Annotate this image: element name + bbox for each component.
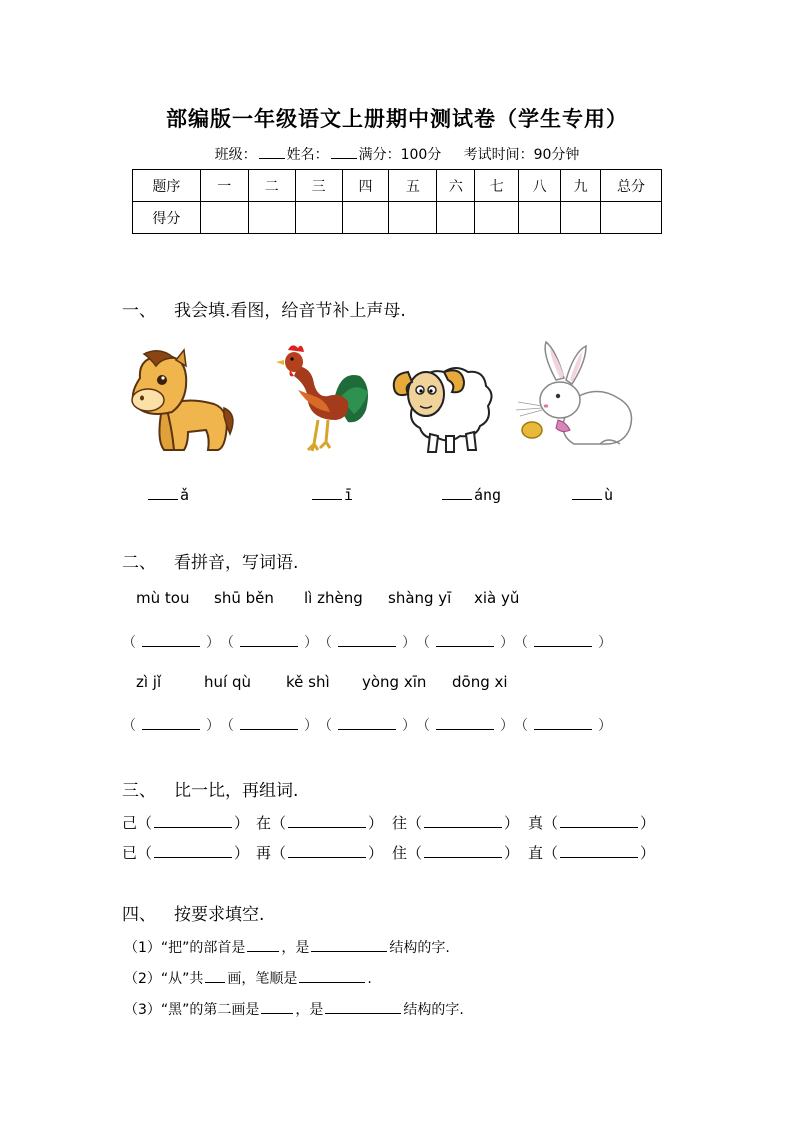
table-header-cell: 九 (561, 170, 601, 202)
section-number: 一、 (122, 301, 156, 321)
answer-blank[interactable] (311, 939, 387, 952)
section3-heading (122, 776, 298, 801)
section-title: 比一比，再组词. (174, 781, 299, 801)
answer-box[interactable]: （ ） (318, 635, 416, 651)
pinyin-word: shū běn (214, 589, 274, 607)
table-header-cell: 六 (437, 170, 475, 202)
table-header-cell: 五 (389, 170, 437, 202)
answer-box[interactable]: （ ） (318, 718, 416, 734)
syllable-final: áng (474, 486, 502, 504)
rabbit-image (512, 340, 640, 450)
horse-image (126, 348, 238, 454)
section-number: 四、 (122, 905, 156, 925)
section-title: 看拼音，写词语. (174, 553, 299, 573)
question-2: （2）“从”共 画，笔顺是 . (124, 971, 372, 987)
sheep-image (386, 348, 496, 458)
section-number: 三、 (122, 781, 156, 801)
score-cell[interactable] (342, 202, 389, 234)
syllable-blank-horse[interactable] (148, 485, 189, 504)
score-cell[interactable] (295, 202, 342, 234)
table-header-cell: 题序 (133, 170, 201, 202)
score-table-score-row (133, 202, 662, 234)
answer-box[interactable]: （ ） (416, 635, 514, 651)
pinyin-word: huí qù (204, 673, 251, 691)
compare-char: 已 (122, 844, 138, 862)
score-cell[interactable] (437, 202, 475, 234)
answer-blank[interactable] (299, 970, 365, 983)
answer-blank[interactable] (261, 1001, 293, 1014)
pinyin-word: shàng yī (388, 589, 452, 607)
name-blank[interactable] (331, 146, 357, 159)
table-header-cell: 八 (519, 170, 561, 202)
score-row-label: 得分 (133, 202, 201, 234)
pinyin-word: lì zhèng (304, 589, 363, 607)
answer-box[interactable]: （ ） (122, 718, 220, 734)
syllable-blank-sheep[interactable] (442, 485, 501, 504)
compare-item[interactable]: 直（ ） (528, 844, 656, 862)
table-header-cell: 四 (342, 170, 389, 202)
syllable-final: ī (344, 486, 354, 504)
compare-char: 住 (392, 844, 408, 862)
score-cell[interactable] (519, 202, 561, 234)
score-cell[interactable] (389, 202, 437, 234)
section-number: 二、 (122, 553, 156, 573)
table-header-cell: 二 (248, 170, 295, 202)
compare-item[interactable]: 再（ ） (256, 844, 384, 862)
score-table-header-row (133, 170, 662, 202)
score-cell[interactable] (248, 202, 295, 234)
answer-blank[interactable] (325, 1001, 401, 1014)
pinyin-word: xià yǔ (474, 589, 520, 607)
score-cell[interactable] (475, 202, 519, 234)
question-1: （1）“把”的部首是 ，是 结构的字. (124, 940, 450, 956)
score-cell[interactable] (200, 202, 248, 234)
pinyin-word: dōng xi (452, 673, 508, 691)
score-cell[interactable] (601, 202, 662, 234)
table-header-cell: 一 (200, 170, 248, 202)
answer-box[interactable]: （ ） (122, 635, 220, 651)
table-header-cell: 七 (475, 170, 519, 202)
full-score: 满分：100分 (358, 147, 442, 163)
answer-blank[interactable] (247, 939, 279, 952)
compare-item[interactable]: 在（ ） (256, 814, 384, 832)
compare-char: 直 (528, 844, 544, 862)
section1-heading (122, 296, 406, 321)
class-label: 班级： (214, 147, 257, 163)
compare-item[interactable]: 住（ ） (392, 844, 520, 862)
section2-heading (122, 548, 298, 573)
answer-box[interactable]: （ ） (514, 718, 612, 734)
compare-char: 己 (122, 814, 138, 832)
compare-item[interactable]: 已（ ） (122, 844, 250, 862)
section-title: 按要求填空. (174, 905, 265, 925)
score-cell[interactable] (561, 202, 601, 234)
answer-box[interactable]: （ ） (514, 635, 612, 651)
exam-time: 考试时间：90分钟 (463, 147, 580, 163)
compare-item[interactable]: 己（ ） (122, 814, 250, 832)
answer-box[interactable]: （ ） (220, 718, 318, 734)
compare-item[interactable]: 真（ ） (528, 814, 656, 832)
pinyin-word: kě shì (286, 673, 330, 691)
answer-blank[interactable] (205, 970, 225, 983)
section-title: 我会填.看图，给音节补上声母. (174, 301, 406, 321)
name-label: 姓名： (286, 147, 329, 163)
answer-box[interactable]: （ ） (220, 635, 318, 651)
syllable-blank-rabbit[interactable] (572, 485, 613, 504)
syllable-blank-rooster[interactable] (312, 485, 353, 504)
pinyin-word: zì jǐ (136, 673, 162, 691)
compare-item[interactable]: 往（ ） (392, 814, 520, 832)
page-title: 部编版一年级语文上册期中测试卷（学生专用） (166, 106, 628, 131)
class-blank[interactable] (259, 146, 285, 159)
question-3: （3）“黑”的第二画是 ，是 结构的字. (124, 1002, 464, 1018)
table-header-cell: 总分 (601, 170, 662, 202)
pinyin-word: yòng xīn (362, 673, 427, 691)
exam-meta (0, 144, 794, 164)
syllable-final: ǎ (180, 486, 190, 504)
pinyin-word: mù tou (136, 589, 190, 607)
compare-char: 往 (392, 814, 408, 832)
rooster-image (268, 340, 374, 458)
compare-char: 在 (256, 814, 272, 832)
answer-box[interactable]: （ ） (416, 718, 514, 734)
syllable-final: ù (604, 486, 614, 504)
table-header-cell: 三 (295, 170, 342, 202)
compare-char: 真 (528, 814, 544, 832)
section4-heading (122, 900, 264, 925)
score-table (132, 169, 662, 234)
compare-char: 再 (256, 844, 272, 862)
